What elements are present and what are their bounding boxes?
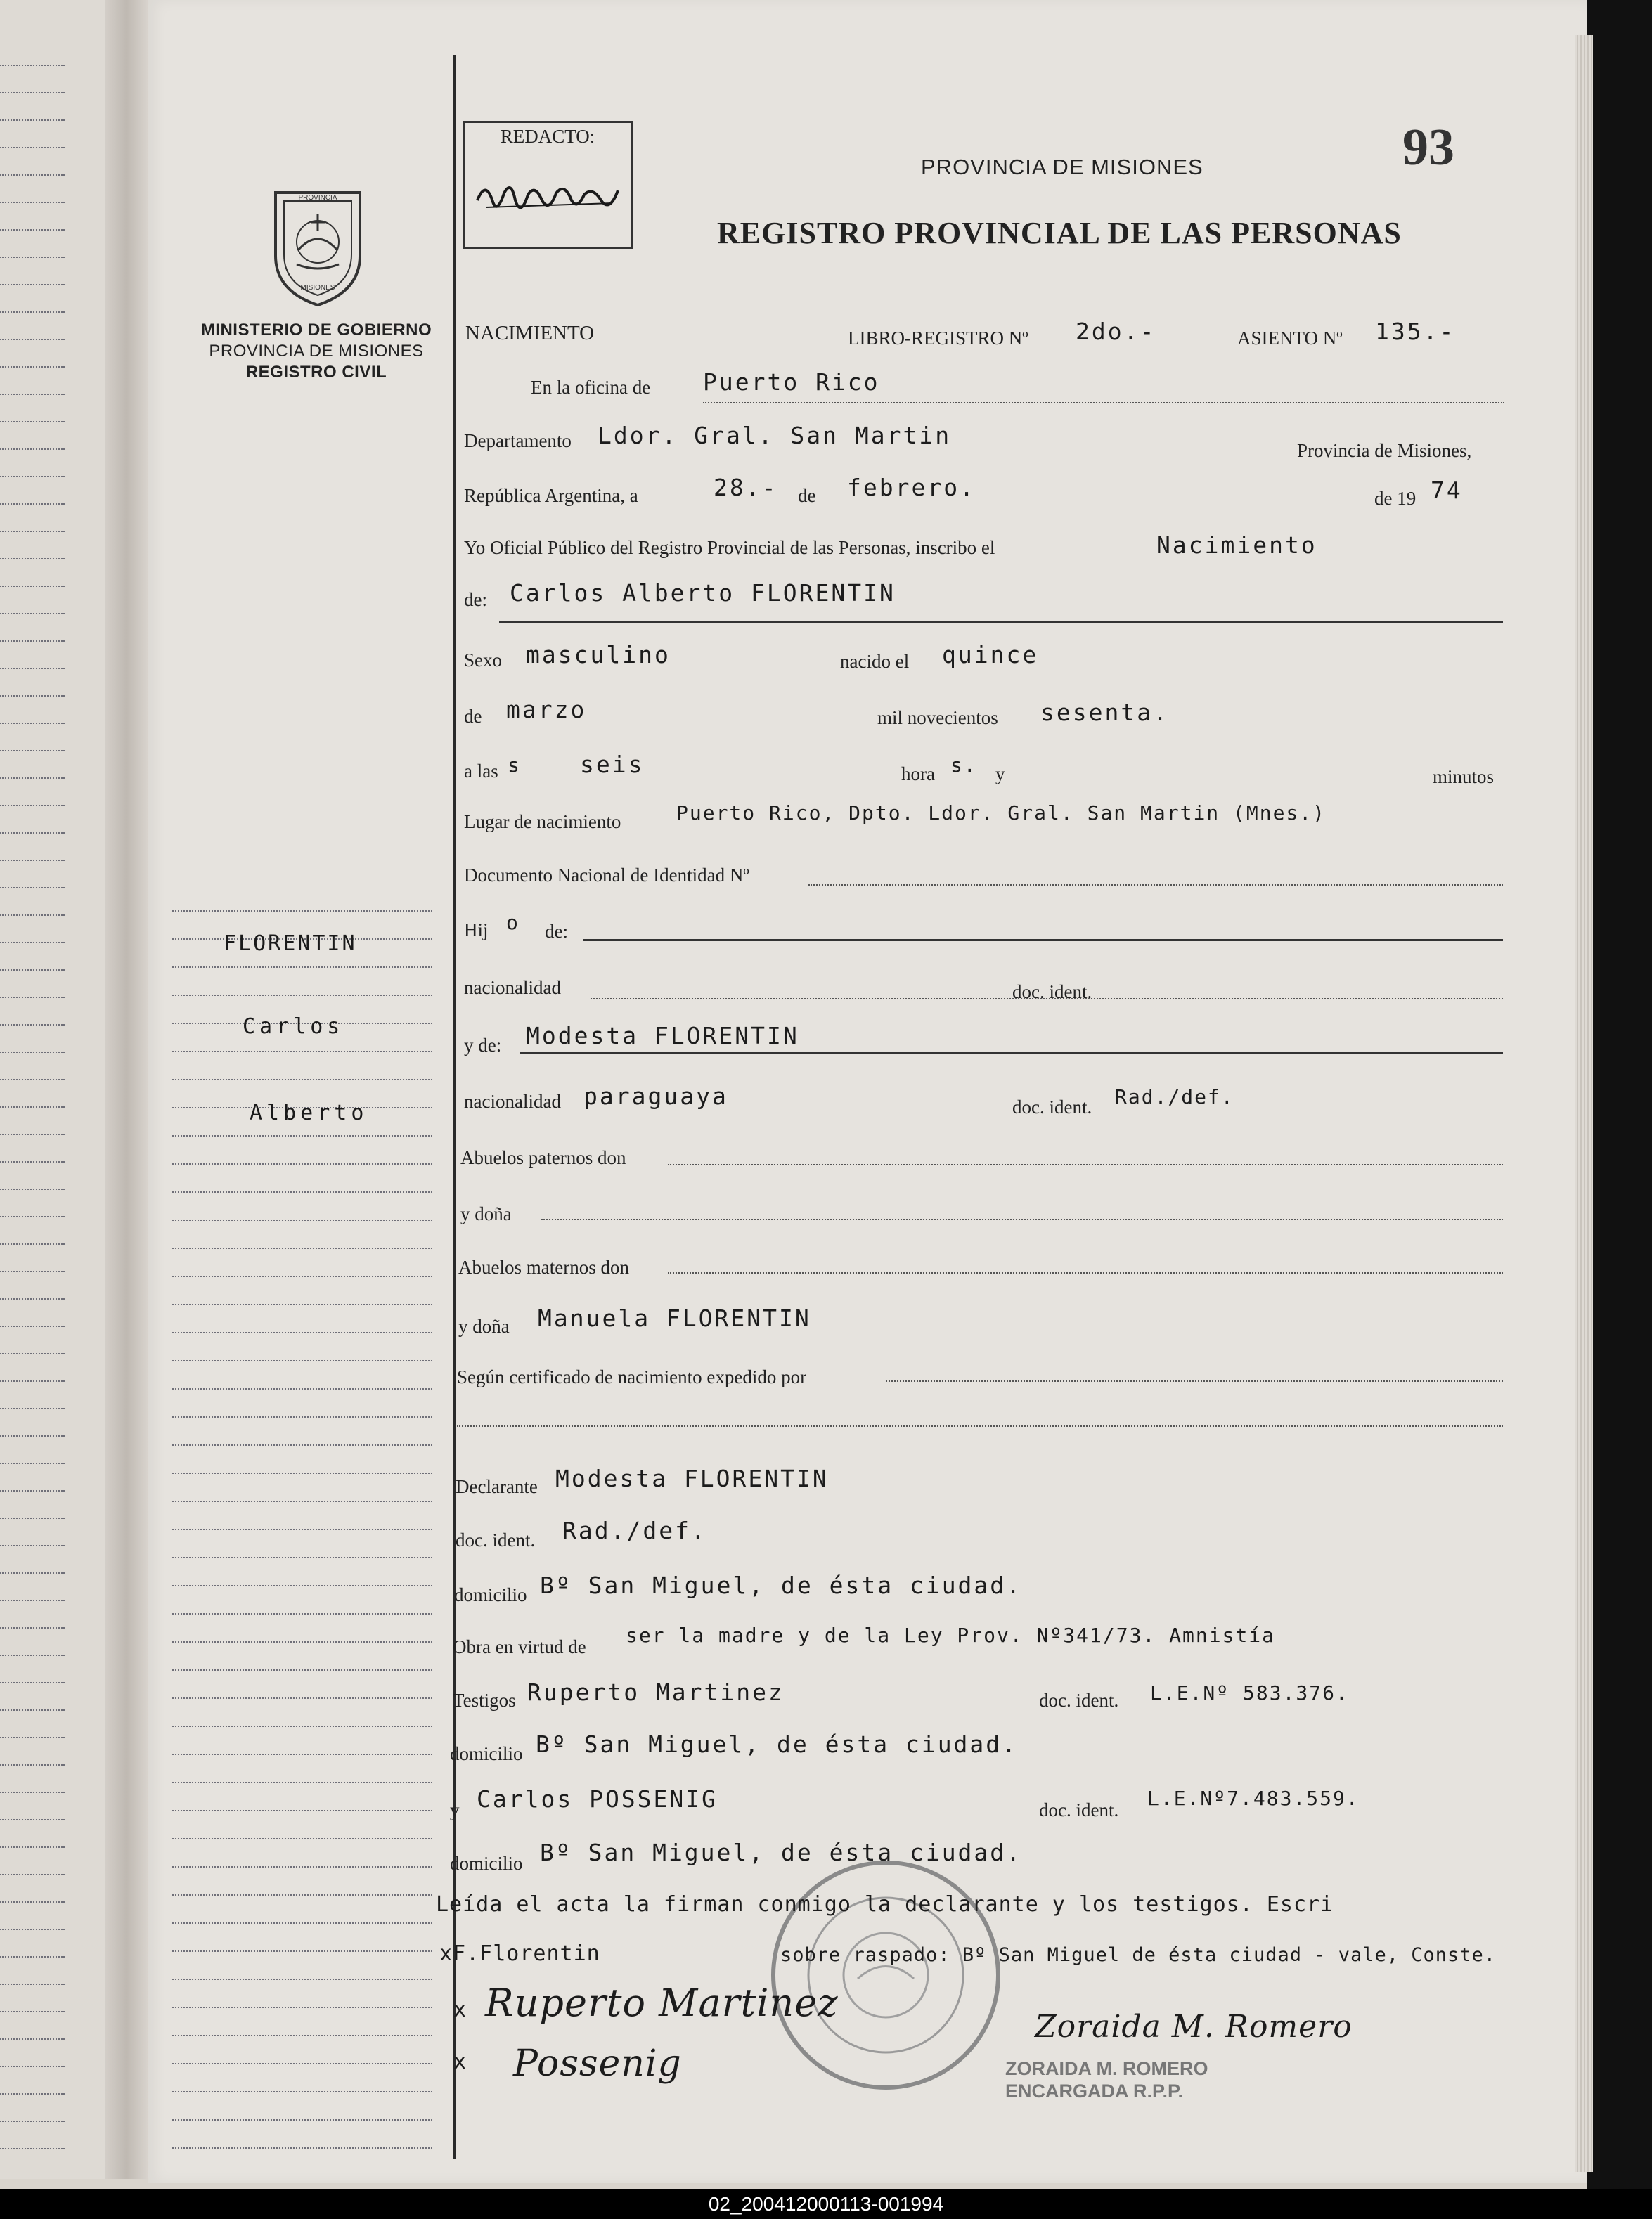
libro-label: LIBRO-REGISTRO Nº xyxy=(848,328,1028,349)
margin-rule-line xyxy=(172,2119,432,2121)
left-page-rule xyxy=(0,1545,65,1546)
left-page-rule xyxy=(0,777,65,779)
left-page-rule xyxy=(0,1189,65,1190)
left-page-rule xyxy=(0,1956,65,1958)
left-page-rule xyxy=(0,531,65,532)
margin-rule-line xyxy=(172,2035,432,2036)
margin-rule-line xyxy=(172,1557,432,1558)
redacto-box xyxy=(463,121,633,249)
hour-digit: s xyxy=(508,753,521,777)
margin-rule-line xyxy=(172,2091,432,2092)
declarante-doc-value: Rad./def. xyxy=(562,1517,707,1544)
abuela-materna-value: Manuela FLORENTIN xyxy=(538,1305,811,1332)
margin-rule-line xyxy=(172,1248,432,1249)
margin-rule-line xyxy=(172,910,432,912)
left-page-rule xyxy=(0,1901,65,1903)
hijo-label: Hij xyxy=(464,919,489,940)
day-born-value: quince xyxy=(942,641,1039,668)
margin-rule-line xyxy=(172,1585,432,1586)
left-page-rule xyxy=(0,750,65,751)
testigos-label: Testigos xyxy=(453,1690,516,1711)
x-mark-1: x xyxy=(453,1998,467,2022)
act-type-label: NACIMIENTO xyxy=(465,322,595,344)
margin-rule-line xyxy=(172,1332,432,1333)
left-page-rule xyxy=(0,1161,65,1163)
left-page-rule xyxy=(0,1518,65,1519)
abuelos-paternos-line xyxy=(668,1164,1503,1165)
left-page-rule xyxy=(0,1984,65,1985)
mother-nationality-value: paraguaya xyxy=(583,1082,728,1110)
de-name-label: de: xyxy=(464,589,487,610)
abuela-materna-label: y doña xyxy=(458,1316,510,1337)
page-edge xyxy=(1575,35,1593,2172)
republica-label: República Argentina, a xyxy=(464,485,638,506)
left-page-rule xyxy=(0,476,65,477)
left-page-rule xyxy=(0,1024,65,1026)
province-title: PROVINCIA DE MISIONES xyxy=(921,155,1203,179)
left-page-rule xyxy=(0,1271,65,1272)
name-value: Carlos Alberto FLORENTIN xyxy=(510,579,896,607)
left-page-rule xyxy=(0,1709,65,1711)
hora-digit: s. xyxy=(950,753,977,777)
testigo1-doc-label: doc. ident. xyxy=(1039,1690,1119,1711)
redacto-signature xyxy=(472,158,624,235)
margin-rule-line xyxy=(172,1501,432,1502)
testigo1-domicilio-value: Bº San Miguel, de ésta ciudad. xyxy=(536,1730,1019,1758)
margin-rule-line xyxy=(172,1726,432,1727)
left-page-rule xyxy=(0,448,65,450)
left-page-rule xyxy=(0,805,65,806)
father-nationality-label: nacionalidad xyxy=(464,977,561,998)
registry-title: REGISTRO PROVINCIAL DE LAS PERSONAS xyxy=(717,216,1402,250)
left-page-rule xyxy=(0,147,65,148)
testigo2-domicilio-label: domicilio xyxy=(450,1853,523,1874)
hijo-de-label: de: xyxy=(545,921,568,942)
margin-rule-line xyxy=(172,2063,432,2064)
margin-middle-name: Alberto xyxy=(250,1101,368,1125)
left-page-rule xyxy=(0,1216,65,1217)
margin-rule-line xyxy=(172,1613,432,1615)
left-page-rule xyxy=(0,1079,65,1080)
left-page-rule xyxy=(0,1435,65,1437)
margin-rule-line xyxy=(172,1135,432,1137)
left-page-rule xyxy=(0,2038,65,2040)
left-page-rule xyxy=(0,1490,65,1492)
libro-value: 2do.- xyxy=(1076,318,1156,345)
left-page-rule xyxy=(0,613,65,614)
de-label: de xyxy=(798,485,816,506)
departamento-value: Ldor. Gral. San Martin xyxy=(598,422,952,449)
sexo-value: masculino xyxy=(526,641,671,668)
left-page-rule xyxy=(0,257,65,258)
left-page-rule xyxy=(0,1792,65,1793)
act-type-value: Nacimiento xyxy=(1156,531,1317,559)
asiento-value: 135.- xyxy=(1375,318,1456,345)
segun-line-2 xyxy=(457,1425,1503,1427)
left-page-rule xyxy=(0,1052,65,1053)
x-mark-2: x xyxy=(453,2050,467,2074)
declarante-label: Declarante xyxy=(456,1476,538,1497)
left-page-rule xyxy=(0,640,65,642)
left-page-rule xyxy=(0,1929,65,1930)
minutos-label: minutos xyxy=(1433,766,1495,787)
margin-surname: FLORENTIN xyxy=(224,931,357,956)
left-page-rule xyxy=(0,2121,65,2122)
y-label: y xyxy=(995,763,1005,784)
lugar-label: Lugar de nacimiento xyxy=(464,811,621,832)
margin-rule-line xyxy=(172,1697,432,1699)
father-line xyxy=(583,939,1503,941)
left-page-rule xyxy=(0,311,65,313)
year-born-value: sesenta. xyxy=(1040,699,1169,726)
margin-rule-line xyxy=(172,1163,432,1165)
segun-label: Según certificado de nacimiento expedido por xyxy=(457,1366,807,1387)
segun-line xyxy=(886,1380,1503,1382)
dni-label: Documento Nacional de Identidad Nº xyxy=(464,865,749,886)
page-number: 93 xyxy=(1402,119,1454,176)
left-page-rule xyxy=(0,558,65,559)
month-value: febrero. xyxy=(847,474,976,501)
left-page-rule xyxy=(0,1600,65,1601)
margin-rule-line xyxy=(172,1950,432,1952)
left-page-rule xyxy=(0,1627,65,1629)
registrar-signature: Zoraida M. Romero xyxy=(1035,2009,1353,2045)
margin-rule-line xyxy=(172,1810,432,1811)
left-page-rule xyxy=(0,914,65,916)
registrar-stamp xyxy=(1005,2057,1208,2102)
mother-value: Modesta FLORENTIN xyxy=(526,1022,799,1049)
hora-label: hora xyxy=(901,763,935,784)
a-las-label: a las xyxy=(464,761,498,782)
margin-rule-line xyxy=(172,1191,432,1193)
closing-raspado-note: sobre raspado: Bº San Miguel de ésta ciudad - vale, Conste. xyxy=(780,1944,1497,1966)
left-page-rule xyxy=(0,1846,65,1848)
margin-rule-line xyxy=(172,1304,432,1305)
testigo2-doc-label: doc. ident. xyxy=(1039,1799,1119,1820)
provincial-emblem-icon xyxy=(262,186,374,309)
registrar-stamp-name: ZORAIDA M. ROMERO xyxy=(1005,2058,1208,2079)
left-page-rule xyxy=(0,202,65,203)
oficina-value: Puerto Rico xyxy=(703,368,880,396)
book-spine xyxy=(105,0,148,2179)
mother-doc-value: Rad./def. xyxy=(1115,1085,1234,1108)
left-page-rule xyxy=(0,1737,65,1738)
hijo-suffix: o xyxy=(506,911,520,934)
official-seal-stamp xyxy=(766,1856,1005,2095)
left-page-rule xyxy=(0,503,65,505)
left-page-rule xyxy=(0,284,65,285)
left-page-rule xyxy=(0,1353,65,1354)
footer-image-id: 02_200412000113-001994 xyxy=(708,2193,944,2215)
margin-rule-line xyxy=(172,1754,432,1755)
left-page-rule xyxy=(0,860,65,861)
declarante-doc-label: doc. ident. xyxy=(456,1529,536,1551)
testigo1-value: Ruperto Martinez xyxy=(527,1678,785,1706)
left-page-rule xyxy=(0,1463,65,1464)
left-page-rule xyxy=(0,339,65,340)
margin-rule-line xyxy=(172,1838,432,1839)
testigo2-value: Carlos POSSENIG xyxy=(477,1785,718,1813)
registrar-stamp-title: ENCARGADA R.P.P. xyxy=(1005,2081,1184,2102)
testigo2-signature: Possenig xyxy=(513,2043,682,2085)
left-page-rule xyxy=(0,2148,65,2149)
left-page-rule xyxy=(0,997,65,998)
left-page-rule xyxy=(0,1819,65,1820)
declarante-domicilio-label: domicilio xyxy=(454,1584,527,1605)
margin-rule-line xyxy=(172,1979,432,1980)
margin-rule-line xyxy=(172,966,432,968)
left-page-rule xyxy=(0,366,65,368)
redacto-label: REDACTO: xyxy=(500,126,595,147)
margin-rule-line xyxy=(172,1220,432,1221)
left-page-rule xyxy=(0,695,65,697)
margin-rule-line xyxy=(172,2007,432,2008)
margin-rule-line xyxy=(172,1079,432,1080)
left-page-rule xyxy=(0,1655,65,1656)
margin-rule xyxy=(453,55,456,2159)
declarante-value: Modesta FLORENTIN xyxy=(555,1465,829,1492)
left-page-rule xyxy=(0,2011,65,2012)
lugar-value: Puerto Rico, Dpto. Ldor. Gral. San Martin (Mnes.) xyxy=(676,801,1327,824)
testigo1-domicilio-label: domicilio xyxy=(450,1743,523,1764)
testigo2-domicilio-value: Bº San Miguel, de ésta ciudad. xyxy=(540,1839,1023,1866)
margin-rule-line xyxy=(172,2147,432,2149)
left-page-rule xyxy=(0,229,65,231)
sexo-label: Sexo xyxy=(464,649,502,671)
left-page-rule xyxy=(0,1408,65,1409)
father-nationality-line xyxy=(591,998,1503,999)
testigo2-y-label: y xyxy=(450,1799,460,1820)
left-page-rule xyxy=(0,1380,65,1382)
left-page-rule xyxy=(0,969,65,971)
abuelos-maternos-line xyxy=(668,1272,1503,1274)
oficina-line xyxy=(703,402,1504,403)
ministry-line1: MINISTERIO DE GOBIERNO xyxy=(200,321,432,339)
abuela-paterna-label: y doña xyxy=(460,1203,512,1224)
left-page-rule xyxy=(0,1298,65,1300)
margin-rule-line xyxy=(172,995,432,996)
left-page-rule xyxy=(0,394,65,395)
margin-rule-line xyxy=(172,1529,432,1530)
y-de-label: y de: xyxy=(464,1035,502,1056)
year-label: de 19 xyxy=(1374,488,1417,509)
dni-line xyxy=(808,884,1503,886)
left-page-rule xyxy=(0,1106,65,1108)
margin-first-name: Carlos xyxy=(243,1014,344,1039)
left-page-rule xyxy=(0,119,65,121)
left-page-rule xyxy=(0,92,65,93)
ministry-line3: REGISTRO CIVIL xyxy=(245,363,387,382)
left-page-rule xyxy=(0,887,65,888)
year-value: 74 xyxy=(1431,477,1463,504)
testigo2-doc-value: L.E.Nº7.483.559. xyxy=(1147,1787,1360,1810)
margin-rule-line xyxy=(172,1276,432,1277)
left-page-rule xyxy=(0,668,65,669)
margin-rule-line xyxy=(172,1444,432,1446)
margin-rule-line xyxy=(172,1360,432,1361)
emblem-bottom-text: MISIONES xyxy=(300,284,335,292)
margin-rule-line xyxy=(172,1922,432,1924)
day-value: 28.- xyxy=(714,474,778,501)
abuelos-maternos-label: Abuelos maternos don xyxy=(458,1257,629,1278)
margin-rule-line xyxy=(172,1669,432,1671)
abuelos-paternos-label: Abuelos paternos don xyxy=(460,1147,626,1168)
left-page-rule xyxy=(0,586,65,587)
left-page-rule xyxy=(0,1326,65,1327)
oficial-text: Yo Oficial Público del Registro Provincial de las Personas, inscribo el xyxy=(464,537,995,558)
testigo1-doc-value: L.E.Nº 583.376. xyxy=(1150,1681,1349,1704)
margin-rule-line xyxy=(172,1894,432,1896)
emblem-top-text: PROVINCIA xyxy=(298,194,337,202)
margin-rule-line xyxy=(172,1641,432,1643)
abuela-paterna-line xyxy=(541,1219,1503,1220)
mil-label: mil novecientos xyxy=(877,707,998,728)
mother-doc-label: doc. ident. xyxy=(1012,1096,1092,1118)
father-doc-label: doc. ident. xyxy=(1012,981,1092,1002)
ministry-block xyxy=(190,320,443,383)
provincia-suffix: Provincia de Misiones, xyxy=(1297,440,1472,461)
left-page-rule xyxy=(0,1134,65,1135)
obra-label: Obra en virtud de xyxy=(453,1636,586,1657)
left-page-rule xyxy=(0,1874,65,1875)
closing-declarante-signature: xF.Florentin xyxy=(439,1941,600,1966)
margin-rule-line xyxy=(172,1416,432,1418)
left-page-rule xyxy=(0,832,65,834)
left-page-rule xyxy=(0,421,65,422)
left-page-rule xyxy=(0,942,65,943)
ministry-line2: PROVINCIA DE MISIONES xyxy=(209,342,424,361)
left-page-rule xyxy=(0,723,65,724)
left-page-rule xyxy=(0,1572,65,1574)
margin-rule-line xyxy=(172,1388,432,1390)
name-underline xyxy=(499,621,1503,623)
left-page-rule xyxy=(0,1764,65,1766)
margin-rule-line xyxy=(172,1782,432,1783)
month-born-value: marzo xyxy=(506,696,587,723)
footer-bar xyxy=(0,2189,1652,2219)
left-page-rule xyxy=(0,1682,65,1683)
left-page-rule xyxy=(0,174,65,176)
left-page-rule xyxy=(0,2066,65,2067)
left-page-rule xyxy=(0,2093,65,2095)
oficina-label: En la oficina de xyxy=(531,377,651,398)
declarante-domicilio-value: Bº San Miguel, de ésta ciudad. xyxy=(540,1572,1023,1599)
left-page-rule xyxy=(0,1243,65,1245)
margin-rule-line xyxy=(172,1866,432,1868)
mother-underline xyxy=(520,1052,1503,1054)
left-page-rule xyxy=(0,65,65,66)
margin-rule-line xyxy=(172,1051,432,1052)
asiento-label: ASIENTO Nº xyxy=(1237,328,1343,349)
obra-value: ser la madre y de la Ley Prov. Nº341/73. Amnistía xyxy=(626,1624,1276,1647)
departamento-label: Departamento xyxy=(464,430,572,451)
margin-rule-line xyxy=(172,1473,432,1474)
mother-nationality-label: nacionalidad xyxy=(464,1091,561,1112)
hour-value: seis xyxy=(580,751,645,778)
de-month-label: de xyxy=(464,706,482,727)
nacido-label: nacido el xyxy=(840,651,910,672)
closing-line1: Leída el acta la firman conmigo la declarante y los testigos. Escri xyxy=(436,1892,1334,1917)
testigo1-signature: Ruperto Martinez xyxy=(485,1981,839,2025)
